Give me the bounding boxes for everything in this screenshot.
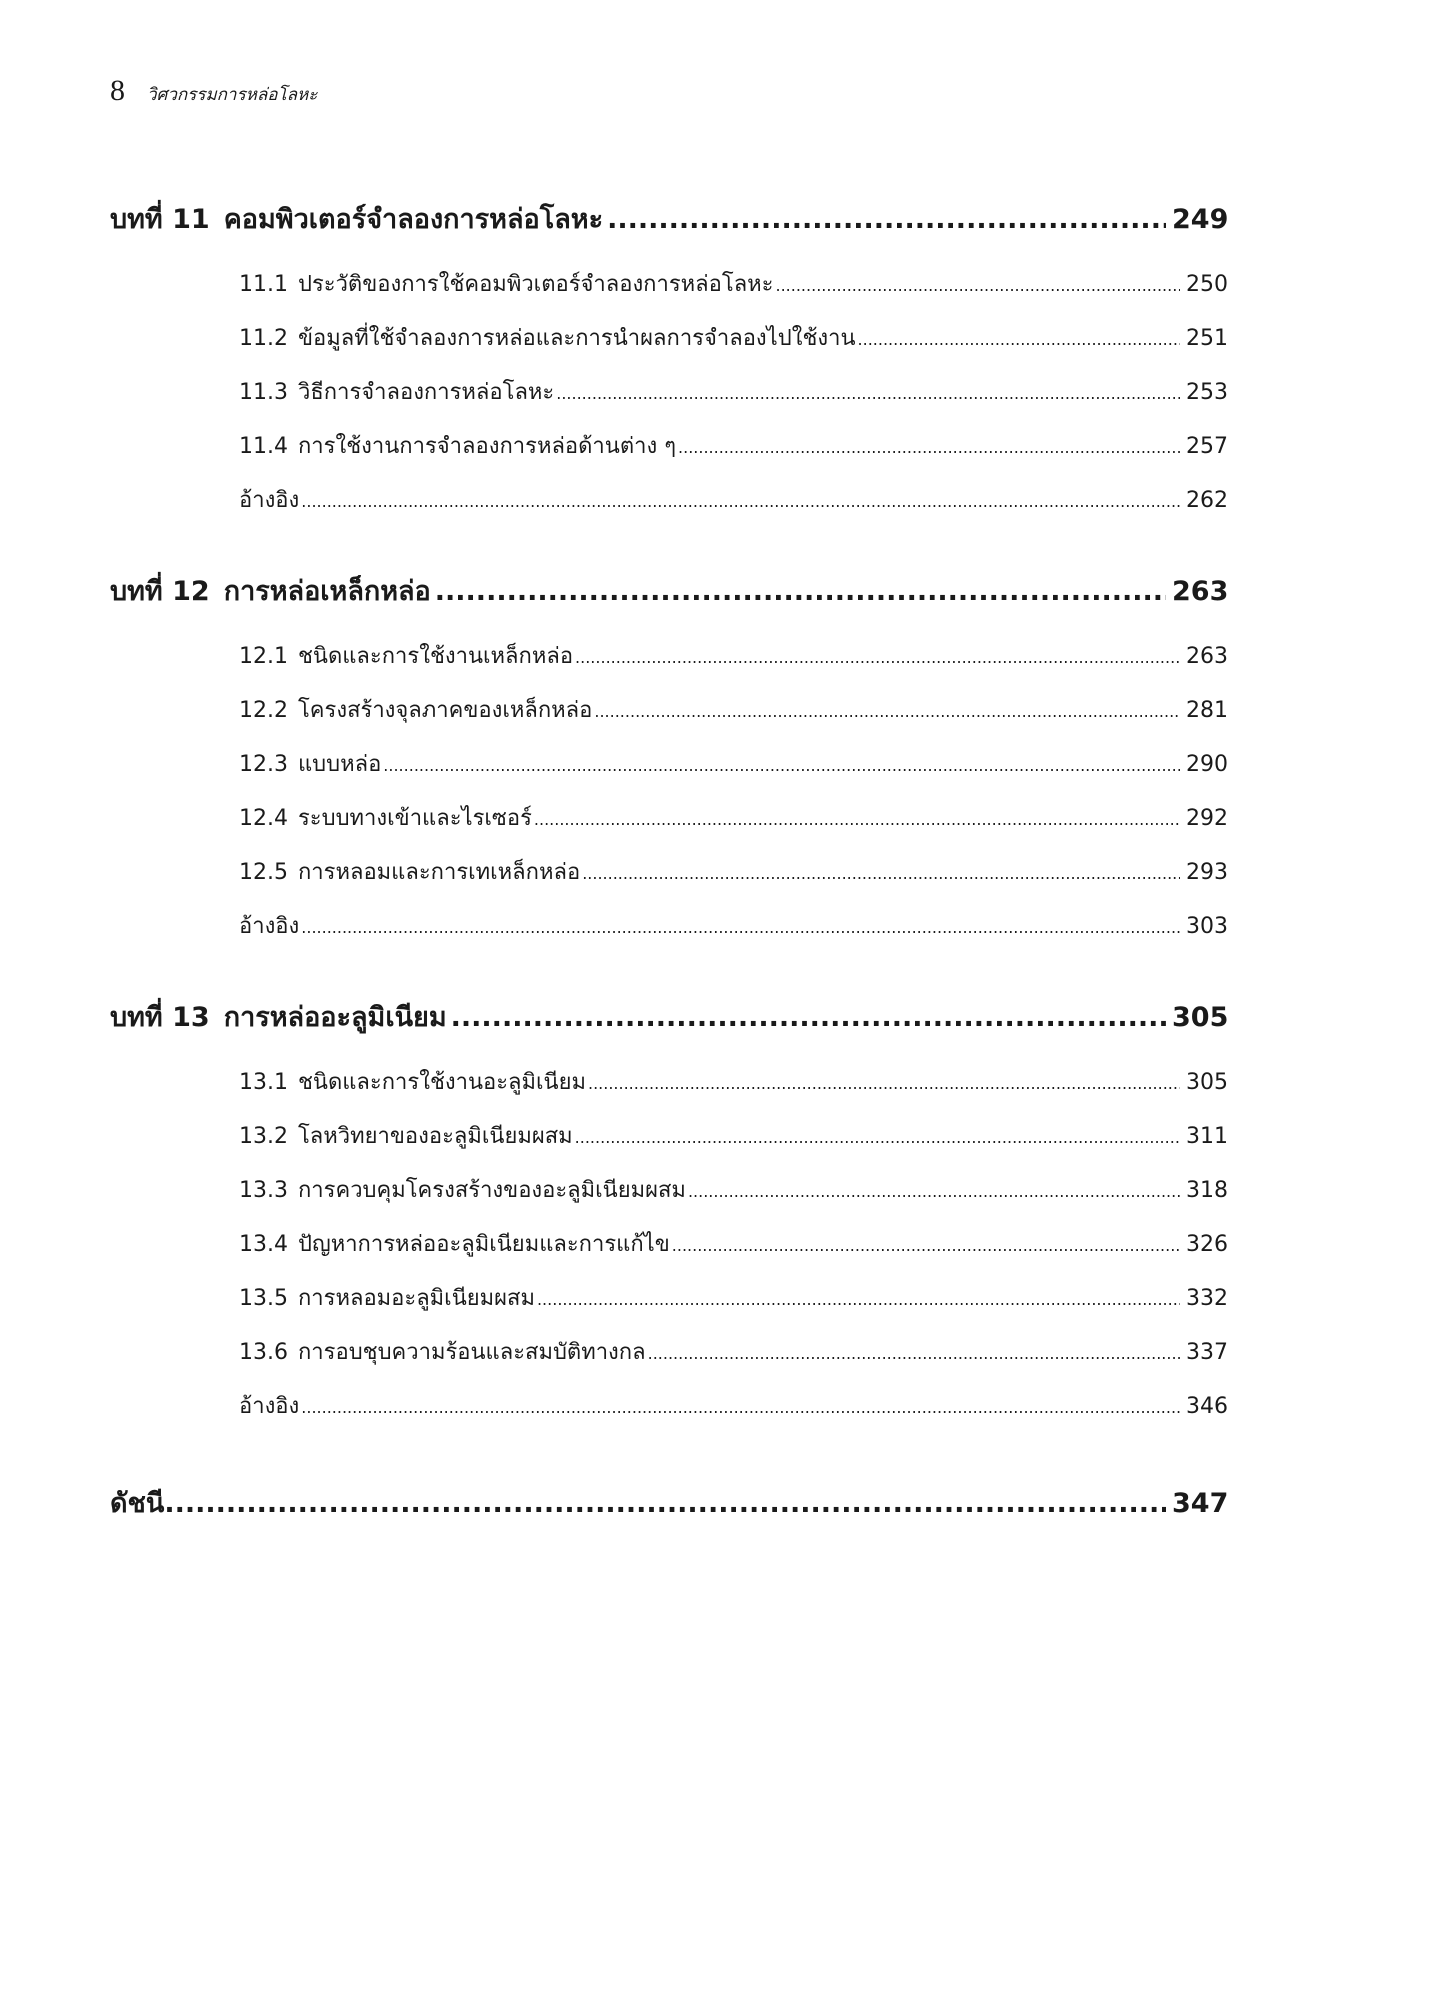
toc-entry-references[interactable] [239, 474, 1228, 528]
dot-leader [672, 1219, 1180, 1273]
dot-leader [556, 367, 1180, 421]
chapter-heading[interactable] [110, 562, 1228, 622]
dot-leader [534, 793, 1180, 847]
section-title: ปัญหาการหล่ออะลูมิเนียมและการแก้ไข [297, 1232, 670, 1257]
dot-leader [688, 1165, 1180, 1219]
table-of-contents [110, 190, 1228, 1534]
section-page: 311 [1186, 1124, 1228, 1149]
dot-leader [451, 988, 1166, 1048]
section-number: 11.3 [239, 380, 288, 405]
dot-leader [575, 1111, 1180, 1165]
section-title: การควบคุมโครงสร้างของอะลูมิเนียมผสม [297, 1178, 686, 1203]
section-number: 12.5 [239, 860, 288, 885]
chapter-11 [110, 190, 1228, 528]
toc-entry[interactable] [239, 1056, 1228, 1110]
toc-entry[interactable] [239, 846, 1228, 900]
section-page: 346 [1186, 1394, 1228, 1419]
toc-entry-references[interactable] [239, 900, 1228, 954]
chapter-page: 305 [1172, 1002, 1229, 1033]
toc-entry[interactable] [239, 420, 1228, 474]
chapter-label: บทที่ 11 [110, 204, 210, 235]
section-number: 11.1 [239, 272, 288, 297]
chapter-13 [110, 988, 1228, 1434]
section-title: ข้อมูลที่ใช้จำลองการหล่อและการนำผลการจำลองไปใช้งาน [297, 326, 856, 351]
index-label: ดัชนี [110, 1488, 165, 1519]
section-number: 11.2 [239, 326, 288, 351]
chapter-heading[interactable] [110, 190, 1228, 250]
section-title: การอบชุบความร้อนและสมบัติทางกล [297, 1340, 646, 1365]
toc-entry[interactable] [239, 738, 1228, 792]
section-title: การหลอมและการเทเหล็กหล่อ [297, 860, 581, 885]
section-page: 337 [1186, 1340, 1228, 1365]
dot-leader [607, 190, 1166, 250]
toc-entry[interactable] [239, 1164, 1228, 1218]
section-page: 262 [1186, 488, 1228, 513]
section-number: 13.5 [239, 1286, 288, 1311]
section-title: ประวัติของการใช้คอมพิวเตอร์จำลองการหล่อโลหะ [297, 272, 774, 297]
running-head [110, 74, 317, 114]
book-title: วิศวกรรมการหล่อโลหะ [147, 85, 318, 105]
dot-leader [678, 421, 1180, 475]
toc-entry[interactable] [239, 684, 1228, 738]
section-title: อ้างอิง [239, 914, 300, 939]
section-title: ชนิดและการใช้งานอะลูมิเนียม [297, 1070, 586, 1095]
toc-entry[interactable] [239, 630, 1228, 684]
chapter-page: 263 [1172, 576, 1229, 607]
section-page: 305 [1186, 1070, 1228, 1095]
chapter-title: คอมพิวเตอร์จำลองการหล่อโลหะ [223, 204, 604, 235]
section-title: อ้างอิง [239, 1394, 300, 1419]
section-page: 250 [1186, 272, 1228, 297]
toc-entry[interactable] [239, 792, 1228, 846]
dot-leader [588, 1057, 1180, 1111]
chapter-12 [110, 562, 1228, 954]
section-number: 12.4 [239, 806, 288, 831]
section-title: วิธีการจำลองการหล่อโลหะ [297, 380, 555, 405]
section-page: 293 [1186, 860, 1228, 885]
dot-leader [301, 475, 1180, 529]
section-page: 326 [1186, 1232, 1228, 1257]
dot-leader [164, 1474, 1166, 1534]
toc-entry[interactable] [239, 258, 1228, 312]
section-page: 303 [1186, 914, 1228, 939]
dot-leader [301, 901, 1180, 955]
dot-leader [582, 847, 1180, 901]
section-number: 12.3 [239, 752, 288, 777]
toc-entry[interactable] [239, 1110, 1228, 1164]
dot-leader [301, 1381, 1180, 1435]
section-number: 12.2 [239, 698, 288, 723]
section-page: 281 [1186, 698, 1228, 723]
section-number: 13.2 [239, 1124, 288, 1149]
section-number: 13.1 [239, 1070, 288, 1095]
section-title: โครงสร้างจุลภาคของเหล็กหล่อ [297, 698, 593, 723]
section-number: 12.1 [239, 644, 288, 669]
dot-leader [537, 1273, 1180, 1327]
section-title: อ้างอิง [239, 488, 300, 513]
toc-entry[interactable] [239, 312, 1228, 366]
section-page: 251 [1186, 326, 1228, 351]
section-title: โลหวิทยาของอะลูมิเนียมผสม [297, 1124, 573, 1149]
toc-entry-references[interactable] [239, 1380, 1228, 1434]
section-number: 11.4 [239, 434, 288, 459]
section-title: การหลอมอะลูมิเนียมผสม [297, 1286, 535, 1311]
dot-leader [594, 685, 1180, 739]
section-number: 13.6 [239, 1340, 288, 1365]
section-page: 253 [1186, 380, 1228, 405]
toc-entry[interactable] [239, 1272, 1228, 1326]
section-page: 263 [1186, 644, 1228, 669]
dot-leader [383, 739, 1180, 793]
chapter-title: การหล่อเหล็กหล่อ [223, 576, 431, 607]
toc-entry[interactable] [239, 1326, 1228, 1380]
index-page: 347 [1172, 1488, 1229, 1519]
chapter-page: 249 [1172, 204, 1229, 235]
section-title: แบบหล่อ [297, 752, 382, 777]
dot-leader [575, 631, 1180, 685]
section-page: 257 [1186, 434, 1228, 459]
section-title: ระบบทางเข้าและไรเซอร์ [297, 806, 532, 831]
chapter-title: การหล่ออะลูมิเนียม [223, 1002, 447, 1033]
dot-leader [858, 313, 1180, 367]
page-number: 8 [110, 74, 125, 107]
chapter-heading[interactable] [110, 988, 1228, 1048]
chapter-label: บทที่ 13 [110, 1002, 210, 1033]
section-number: 13.4 [239, 1232, 288, 1257]
section-page: 290 [1186, 752, 1228, 777]
section-page: 318 [1186, 1178, 1228, 1203]
section-page: 292 [1186, 806, 1228, 831]
section-page: 332 [1186, 1286, 1228, 1311]
dot-leader [776, 259, 1181, 313]
chapter-label: บทที่ 12 [110, 576, 210, 607]
dot-leader [648, 1327, 1180, 1381]
dot-leader [435, 562, 1166, 622]
section-title: ชนิดและการใช้งานเหล็กหล่อ [297, 644, 574, 669]
section-title: การใช้งานการจำลองการหล่อด้านต่าง ๆ [297, 434, 677, 459]
toc-entry[interactable] [239, 1218, 1228, 1272]
index-entry[interactable] [110, 1474, 1228, 1534]
toc-entry[interactable] [239, 366, 1228, 420]
section-number: 13.3 [239, 1178, 288, 1203]
